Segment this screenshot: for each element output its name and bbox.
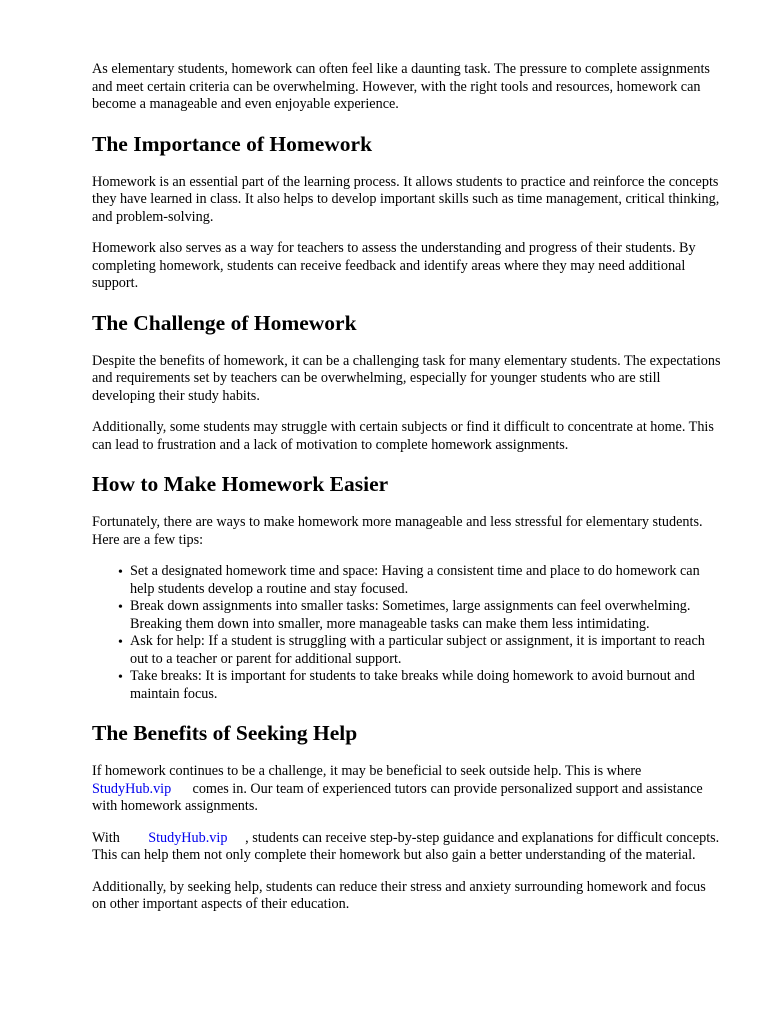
list-item [92, 633, 722, 668]
easier-paragraph-1: Fortunately, there are ways to make homework more manageable and less stressful for elementary students. Here are a few tips: [92, 514, 703, 548]
section-heading-easier: How to Make Homework Easier [92, 472, 389, 496]
benefits-p2-text-before: With [92, 829, 120, 846]
list-item [92, 563, 722, 598]
importance-paragraph-1: Homework is an essential part of the learning process. It allows students to practice and reinforce the concepts they have learned in class. It also helps to develop important skills such as time management, critical thinking, and problem-solving. [92, 173, 720, 225]
benefits-paragraph-1 [92, 763, 722, 816]
list-item [92, 668, 722, 703]
studyhub-link[interactable]: StudyHub.vip [92, 780, 172, 797]
bullet-icon: • [118, 565, 123, 580]
tip-text: Set a designated homework time and space: Having a consistent time and place to do homework can help students develop a routine and stay focused. [130, 563, 700, 597]
bullet-icon: • [118, 670, 123, 685]
benefits-paragraph-2 [92, 830, 722, 865]
section-heading-benefits: The Benefits of Seeking Help [92, 721, 358, 745]
section-heading-importance: The Importance of Homework [92, 131, 373, 156]
studyhub-link[interactable]: StudyHub.vip [148, 829, 228, 846]
importance-paragraph-2: Homework also serves as a way for teachers to assess the understanding and progress of their students. By completing homework, students can receive feedback and identify areas where they may need additional support. [92, 240, 696, 291]
challenge-paragraph-2: Additionally, some students may struggle with certain subjects or find it difficult to concentrate at home. This can lead to frustration and a lack of motivation to complete homework assignments. [92, 419, 714, 453]
list-item [92, 598, 722, 633]
benefits-p2-text-after: , students can receive step-by-step guidance and explanations for difficult concepts. This can help them not only complete their homework but also gain a better understanding of the material. [92, 829, 720, 863]
tip-text: Break down assignments into smaller tasks: Sometimes, large assignments can feel overwhelming. Breaking them down into smaller, more manageable tasks can make them less intimidating. [130, 598, 691, 632]
challenge-paragraph-1: Despite the benefits of homework, it can be a challenging task for many elementary students. The expectations and requirements set by teachers can be overwhelming, especially for younger students who are still developing their study habits. [92, 352, 721, 404]
tips-list [92, 563, 722, 703]
benefits-paragraph-3: Additionally, by seeking help, students can reduce their stress and anxiety surrounding homework and focus on other important aspects of their education. [92, 878, 706, 912]
tip-text: Ask for help: If a student is struggling with a particular subject or assignment, it is important to reach out to a teacher or parent for additional support. [130, 633, 705, 667]
section-heading-challenge: The Challenge of Homework [92, 310, 357, 335]
benefits-p1-text-before: If homework continues to be a challenge, it may be beneficial to seek outside help. This is where [92, 763, 642, 779]
bullet-icon: • [118, 600, 123, 615]
benefits-p1-text-after: comes in. Our team of experienced tutors can provide personalized support and assistance with homework assignments. [92, 780, 703, 814]
bullet-icon: • [118, 635, 123, 650]
document-page [92, 61, 722, 914]
intro-paragraph: As elementary students, homework can often feel like a daunting task. The pressure to complete assignments and meet certain criteria can be overwhelming. However, with the right tools and resources, homework can become a manageable and even enjoyable experience. [92, 61, 710, 112]
tip-text: Take breaks: It is important for students to take breaks while doing homework to avoid burnout and maintain focus. [130, 668, 695, 702]
